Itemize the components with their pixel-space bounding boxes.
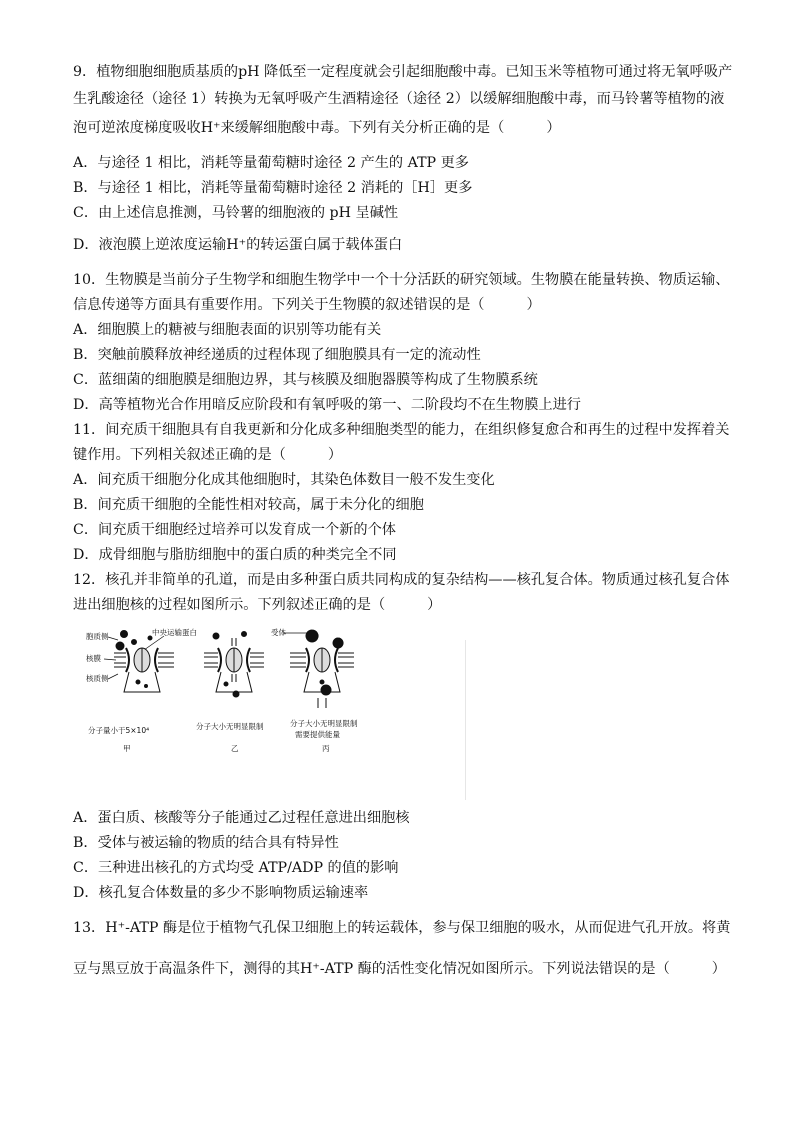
q9-stem-line3-text: 泡可逆浓度梯度吸收H⁺来缓解细胞酸中毒。下列有关分析正确的是（	[73, 120, 505, 136]
q12-option-b: B．受体与被运输的物质的结合具有特异性	[73, 835, 339, 851]
q11-stem-line1: 11．间充质干细胞具有自我更新和分化成多种细胞类型的能力，在组织修复愈合和再生的过程中发挥着关	[73, 422, 730, 438]
label-receptor: 受体	[271, 628, 286, 637]
q9-option-b: B．与途径 1 相比，消耗等量葡萄糖时途径 2 消耗的［H］更多	[73, 180, 473, 196]
panel-2-diagram	[204, 632, 264, 698]
q11-option-c: C．间充质干细胞经过培养可以发育成一个新的个体	[73, 522, 396, 538]
q11-option-a: A．间充质干细胞分化成其他细胞时，其染色体数目一般不发生变化	[73, 472, 495, 488]
q13-stem-line1: 13．H⁺-ATP 酶是位于植物气孔保卫细胞上的转运载体，参与保卫细胞的吸水，从而促进气孔开放。将黄	[73, 920, 731, 936]
q10-option-d: D．高等植物光合作用暗反应阶段和有氧呼吸的第一、二阶段均不在生物膜上进行	[73, 397, 581, 413]
q11-option-b: B．间充质干细胞的全能性相对较高，属于未分化的细胞	[73, 497, 424, 513]
q12-stem-line2-text: 进出细胞核的过程如图所示。下列叙述正确的是（	[73, 597, 386, 613]
panel-name-1: 甲	[123, 744, 131, 753]
label-nucleoplasm-side: 核质侧	[86, 674, 109, 683]
q9-stem-line1: 9．植物细胞细胞质基质的pH 降低至一定程度就会引起细胞酸中毒。已知玉米等植物可通过将无氧呼吸产	[73, 64, 733, 80]
q11-stem-line2	[73, 445, 342, 465]
q13-paren-close: ）	[711, 961, 726, 977]
q13-stem-line2	[73, 959, 726, 979]
q13-stem-line2-text: 豆与黑豆放于高温条件下，测得的其H⁺-ATP 酶的活性变化情况如图所示。下列说法错误的是（	[73, 961, 670, 977]
q9-option-c: C．由上述信息推测，马铃薯的细胞液的 pH 呈碱性	[73, 205, 399, 221]
caption-panel-3-line2: 需要提供能量	[295, 730, 340, 739]
q12-option-d: D．核孔复合体数量的多少不影响物质运输速率	[73, 885, 369, 901]
panel-name-2: 乙	[231, 744, 239, 753]
label-nuclear-envelope: 核膜	[86, 654, 101, 663]
q12-option-c: C．三种进出核孔的方式均受 ATP/ADP 的值的影响	[73, 860, 399, 876]
caption-panel-2: 分子大小无明显限制	[196, 722, 264, 731]
panel-1-diagram	[114, 631, 174, 693]
q9-paren-close: ）	[546, 120, 561, 136]
q12-stem-line1: 12．核孔并非简单的孔道，而是由多种蛋白质共同构成的复杂结构——核孔复合体。物质通过核孔复合体	[73, 572, 730, 588]
caption-panel-3: 分子大小无明显限制	[290, 719, 358, 728]
panel-name-3: 丙	[322, 744, 330, 753]
q9-stem-line3	[73, 118, 561, 138]
q11-paren-close: ）	[327, 447, 343, 463]
nuclear-pore-figure	[86, 620, 466, 800]
q10-paren-close: ）	[526, 297, 541, 313]
q9-option-a: A．与途径 1 相比，消耗等量葡萄糖时途径 2 产生的 ATP 更多	[73, 155, 469, 171]
q10-option-a: A．细胞膜上的糖被与细胞表面的识别等功能有关	[73, 322, 382, 338]
panel-3-diagram	[290, 630, 354, 708]
q12-paren-close: ）	[427, 597, 442, 613]
q10-stem-line2-text: 信息传递等方面具有重要作用。下列关于生物膜的叙述错误的是（	[73, 297, 485, 313]
q9-stem-line2: 生乳酸途径（途径 1）转换为无氧呼吸产生酒精途径（途径 2）以缓解细胞酸中毒，而马铃薯等植物的液	[73, 91, 725, 107]
q11-stem-line2-text: 键作用。下列相关叙述正确的是（	[73, 447, 286, 463]
q11-option-d: D．成骨细胞与脂肪细胞中的蛋白质的种类完全不同	[73, 547, 397, 563]
q10-stem-line2	[73, 295, 541, 315]
q12-stem-line2	[73, 595, 441, 615]
q12-option-a: A．蛋白质、核酸等分子能通过乙过程任意进出细胞核	[73, 810, 410, 826]
caption-panel-1: 分子量小于5×10⁴	[88, 726, 150, 735]
q9-option-d: D．液泡膜上逆浓度运输H⁺的转运蛋白属于载体蛋白	[73, 237, 403, 253]
label-cytoplasm-side: 胞质侧	[86, 632, 109, 641]
q10-option-c: C．蓝细菌的细胞膜是细胞边界，其与核膜及细胞器膜等构成了生物膜系统	[73, 372, 538, 388]
label-central-transport-protein: 中央运输蛋白	[152, 628, 197, 637]
q10-option-b: B．突触前膜释放神经递质的过程体现了细胞膜具有一定的流动性	[73, 347, 481, 363]
q10-stem-line1: 10．生物膜是当前分子生物学和细胞生物学中一个十分活跃的研究领域。生物膜在能量转换、物质运输、	[73, 272, 730, 288]
